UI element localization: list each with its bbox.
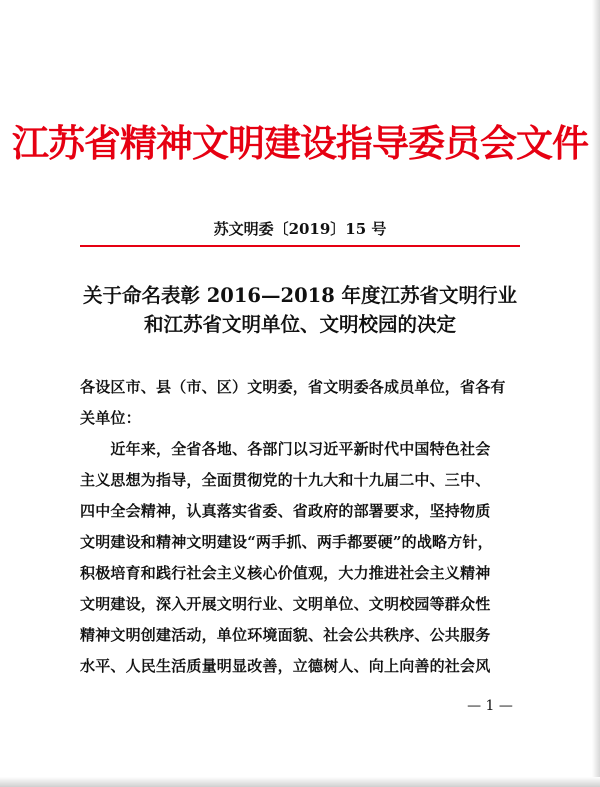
document-title bbox=[0, 281, 600, 339]
document-number: 苏文明委〔2019〕15 号 bbox=[213, 220, 387, 238]
body-line: 积极培育和践行社会主义核心价值观，大力推进社会主义精神 bbox=[80, 564, 491, 582]
body-line: 近年来，全省各地、各部门以习近平新时代中国特色社会 bbox=[80, 440, 491, 458]
body-line: 精神文明创建活动，单位环境面貌、社会公共秩序、公共服务 bbox=[80, 626, 491, 644]
page-edge-shadow-right bbox=[592, 0, 600, 787]
red-divider-rule bbox=[80, 245, 520, 247]
page-edge-shadow-bottom bbox=[0, 777, 600, 787]
document-title-line-2: 和江苏省文明单位、文明校园的决定 bbox=[143, 313, 456, 336]
body-line: 各设区市、县（市、区）文明委，省文明委各成员单位，省各有 bbox=[80, 378, 506, 396]
body-line: 四中全会精神，认真落实省委、省政府的部署要求，坚持物质 bbox=[80, 502, 491, 520]
body-line: 关单位： bbox=[80, 409, 141, 427]
body-line: 水平、人民生活质量明显改善，立德树人、向上向善的社会风 bbox=[80, 657, 491, 675]
document-title-line-1: 关于命名表彰 2016—2018 年度江苏省文明行业 bbox=[82, 284, 518, 307]
document-masthead: 江苏省精神文明建设指导委员会文件 bbox=[12, 121, 588, 165]
page-number: — 1 — bbox=[467, 698, 513, 714]
document-body bbox=[80, 372, 530, 682]
body-line: 文明建设，深入开展文明行业、文明单位、文明校园等群众性 bbox=[80, 595, 491, 613]
body-line: 文明建设和精神文明建设“两手抓、两手都要硬”的战略方针， bbox=[80, 533, 493, 551]
body-line: 主义思想为指导，全面贯彻党的十九大和十九届二中、三中、 bbox=[80, 471, 491, 489]
